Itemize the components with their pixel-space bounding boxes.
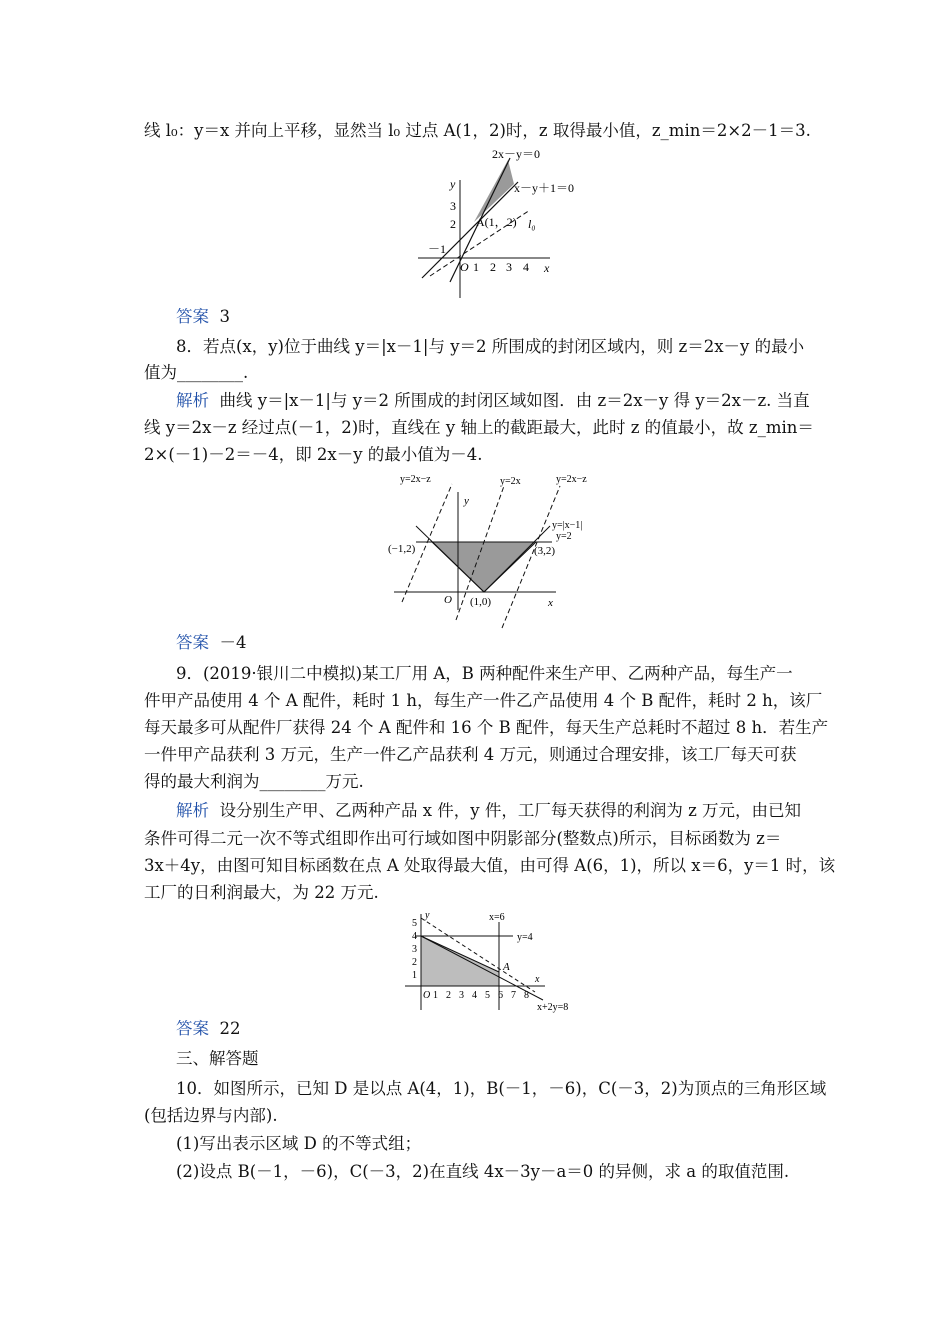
origin-label: O	[460, 260, 469, 274]
tick-y-3: 3	[450, 199, 456, 213]
text-line-l0: 线 l₀：y＝x 并向上平移，显然当 l₀ 过点 A(1，2)时，z 取得最小值，z_min＝2×2－1＝3.	[144, 121, 811, 140]
x-axis-label: x	[544, 261, 550, 275]
q8-solution-1: 解析 曲线 y＝|x－1|与 y＝2 所围成的封闭区域如图．由 z＝2x－y 得 y＝2x－z. 当直	[176, 391, 810, 410]
origin-label: O	[423, 990, 431, 1001]
tick-x-8: 8	[524, 990, 529, 1001]
tick-x-2: 2	[446, 990, 451, 1001]
y-axis-label: y	[450, 177, 456, 191]
q8-solution-3: 2×(－1)－2＝－4，即 2x－y 的最小值为－4.	[144, 445, 483, 464]
q10-line-2: (包括边界与内部).	[144, 1106, 278, 1125]
x-axis-label: x	[535, 974, 540, 985]
line-x-y-1-0	[422, 182, 518, 278]
q9-line-2: 件甲产品使用 4 个 A 配件，耗时 1 h，每生产一件乙产品使用 4 个 B 配件，耗时 2 h，该厂	[144, 691, 823, 710]
q9-solution-3: 3x＋4y，由图可知目标函数在点 A 处取得最大值，由可得 A(6，1)，所以 x＝6，y＝1 时，该	[144, 856, 836, 875]
label-point-3-2: (3,2)	[534, 545, 556, 557]
label-point-m1-2: (−1,2)	[388, 543, 416, 555]
label-2x-y-0: 2x－y＝0	[492, 147, 541, 161]
tick-x-7: 7	[511, 990, 516, 1001]
label-right-line: y=2x−z	[556, 474, 587, 485]
label-point-1-0: (1,0)	[470, 596, 492, 608]
answer-7	[176, 306, 824, 328]
q9-solution-1: 解析 设分别生产甲、乙两种产品 x 件，y 件，工厂每天获得的利润为 z 万元，由已知	[176, 801, 802, 820]
label-y4: y=4	[517, 932, 533, 943]
q9-line-4: 一件甲产品获利 3 万元，生产一件乙产品获利 4 万元，则通过合理安排，该工厂每天可获	[144, 745, 797, 764]
section-heading: 三、解答题	[176, 1049, 259, 1068]
q8-solution-2: 线 y＝2x－z 经过点(－1，2)时，直线在 y 轴上的截距最大，此时 z 的值最小，故 z_min＝	[144, 418, 814, 437]
q10-part-2: (2)设点 B(－1，－6)，C(－3，2)在直线 4x－3y－a＝0 的异侧，求 a 的取值范围.	[176, 1162, 790, 1181]
label-A: A	[503, 961, 510, 973]
solution-label: 解析	[176, 391, 209, 410]
figure-3-graph	[395, 906, 595, 1014]
tick-y-5: 5	[412, 918, 417, 929]
tick-y-2: 2	[412, 957, 417, 968]
tick-y-4: 4	[412, 931, 417, 942]
tick-x-5: 5	[485, 990, 490, 1001]
tick-x-4: 4	[472, 990, 477, 1001]
tick-y-1: 1	[412, 970, 417, 981]
label-left-line: y=2x−z	[400, 474, 431, 485]
tick-x-4: 4	[523, 260, 529, 274]
label-x2y8: x+2y=8	[537, 1002, 569, 1013]
q9-line-1: 9．(2019·银川二中模拟)某工厂用 A，B 两种配件来生产甲、乙两种产品，每生产一	[176, 664, 793, 683]
shaded-region	[432, 542, 536, 592]
q9-solution-4: 工厂的日利润最大，为 22 万元.	[144, 883, 379, 902]
y-axis-label: y	[464, 495, 469, 507]
q9-solution-2: 条件可得二元一次不等式组即作出可行域如图中阴影部分(整数点)所示，目标函数为 z＝	[144, 829, 782, 848]
x-axis-label: x	[548, 597, 553, 609]
figure-1-graph	[410, 146, 590, 300]
answer-8: 答案 －4	[176, 633, 247, 652]
label-A: A(1，2)	[476, 215, 517, 229]
q9-line-5: 得的最大利润为________万元.	[144, 772, 364, 791]
q10-part-1: (1)写出表示区域 D 的不等式组；	[176, 1134, 422, 1153]
y-axis-label: y	[425, 910, 430, 921]
tick-y-2: 2	[450, 217, 456, 231]
label-x6: x=6	[489, 912, 505, 923]
answer-value: 3	[219, 307, 230, 326]
answer-label: 答案	[176, 307, 209, 326]
origin-label: O	[444, 594, 452, 606]
q10-line-1: 10．如图所示，已知 D 是以点 A(4，1)，B(－1，－6)，C(－3，2)为顶点的三角形区域	[176, 1079, 827, 1098]
q8-line-2: 值为________.	[144, 363, 249, 382]
tick-x-2: 2	[490, 260, 496, 274]
tick-y-3: 3	[412, 944, 417, 955]
label-l0: l₀	[528, 217, 536, 231]
label-mid-line: y=2x	[500, 476, 521, 487]
figure-2-graph	[380, 470, 620, 630]
q8-line-1: 8．若点(x，y)位于曲线 y＝|x－1|与 y＝2 所围成的封闭区域内，则 z＝2x－y 的最小	[176, 337, 805, 356]
tick-x-3: 3	[506, 260, 512, 274]
tick-x-1: 1	[473, 260, 479, 274]
label-y2: y=2	[556, 531, 572, 542]
tick-x-1: 1	[433, 990, 438, 1001]
tick-x-neg1: －1	[428, 242, 447, 256]
answer-9: 答案 22	[176, 1019, 241, 1038]
tick-x-6: 6	[498, 990, 503, 1001]
label-x-y-1-0: x－y＋1＝0	[514, 181, 575, 195]
label-abs: y=|x−1|	[552, 520, 583, 531]
tick-x-3: 3	[459, 990, 464, 1001]
q9-line-3: 每天最多可从配件厂获得 24 个 A 配件和 16 个 B 配件，每天生产总耗时不超过 8 h．若生产	[144, 718, 829, 737]
